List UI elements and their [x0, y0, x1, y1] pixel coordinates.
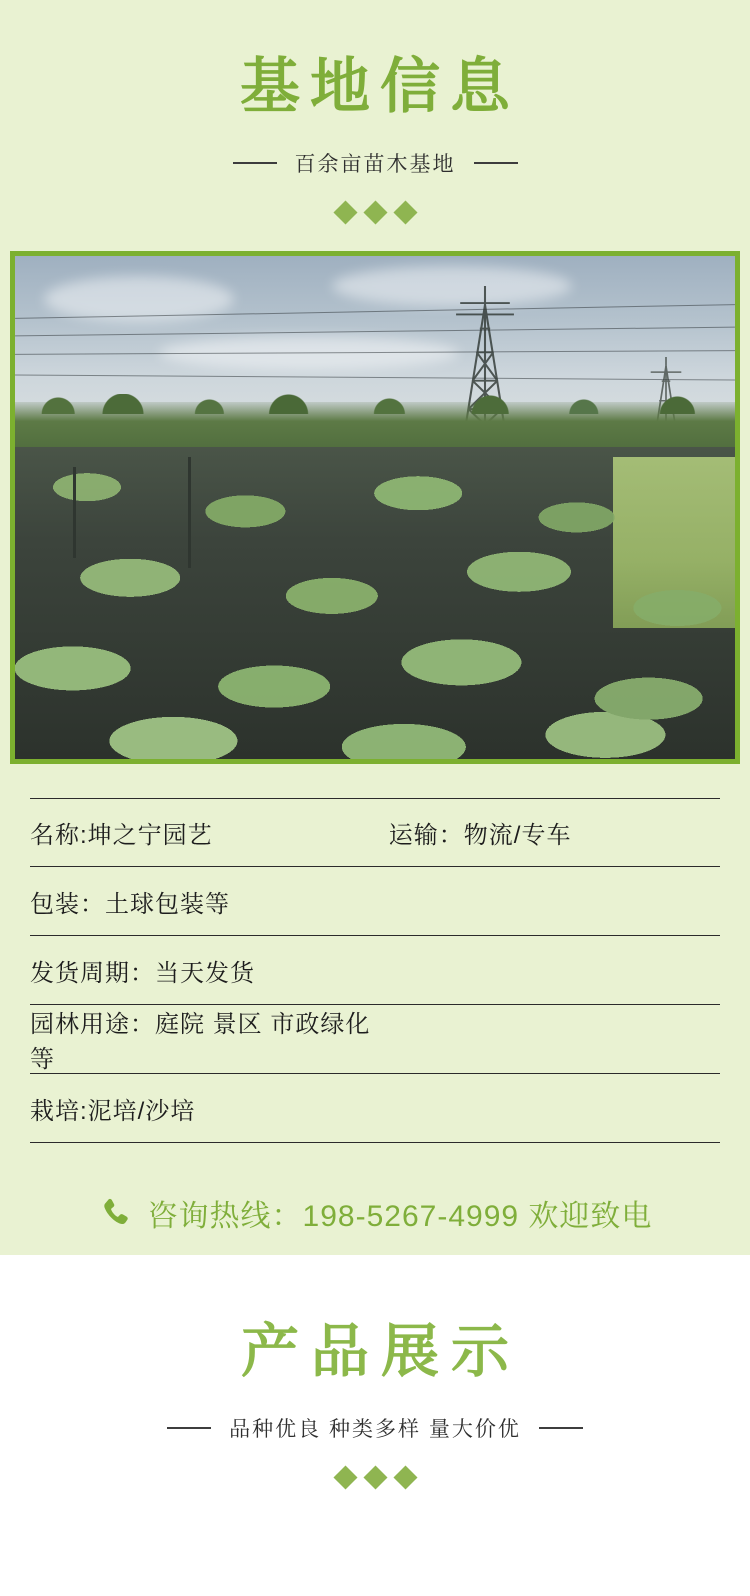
diamond-icon: [393, 200, 417, 224]
hotline-text: 咨询热线：198-5267-4999 欢迎致电: [147, 1200, 653, 1233]
diamond-ornament: [0, 204, 750, 221]
product-subtitle: 品种优良 种类多样 量大价优: [229, 1418, 521, 1441]
diamond-icon: [333, 200, 357, 224]
divider-line-right: [474, 162, 518, 164]
diamond-icon: [333, 1465, 357, 1489]
support-pole: [73, 467, 76, 558]
support-pole: [188, 457, 191, 568]
divider-line-left: [167, 1427, 211, 1429]
table-row: [30, 867, 720, 936]
info-cell-packaging: 包装：土球包装等: [30, 890, 230, 918]
table-row: [30, 936, 720, 1005]
table-row: [30, 798, 720, 867]
diamond-ornament: [0, 1469, 750, 1486]
info-cell-garden-use: 园林用途：庭院 景区 市政绿化等: [30, 1011, 371, 1073]
info-cell-transport: 运输：物流/专车: [388, 822, 572, 849]
info-cell-cultivation: 栽培:泥培/沙培: [30, 1097, 196, 1125]
photo-plant-rows: [15, 457, 735, 759]
nursery-photo-frame: [10, 251, 740, 764]
divider-line-left: [233, 162, 277, 164]
base-subtitle-row: [0, 148, 750, 178]
product-subtitle-row: [0, 1413, 750, 1443]
product-section-title: 产品展示: [240, 1317, 521, 1385]
table-row: [30, 1074, 720, 1143]
diamond-icon: [393, 1465, 417, 1489]
info-cell-shipping-cycle: 发货周期：当天发货: [30, 959, 255, 987]
info-cell-name: 名称:坤之宁园艺: [30, 822, 213, 849]
divider-line-right: [539, 1427, 583, 1429]
product-display-section: [0, 1255, 750, 1540]
photo-cloud: [332, 266, 572, 306]
hotline-bar[interactable]: [0, 1171, 750, 1255]
info-table: [30, 798, 720, 1143]
diamond-icon: [363, 1465, 387, 1489]
phone-icon: [98, 1196, 132, 1230]
page-title: 基地信息: [240, 52, 520, 122]
nursery-photo: [15, 256, 735, 759]
base-subtitle: 百余亩苗木基地: [294, 153, 456, 176]
diamond-icon: [363, 200, 387, 224]
table-row: [30, 1005, 720, 1074]
